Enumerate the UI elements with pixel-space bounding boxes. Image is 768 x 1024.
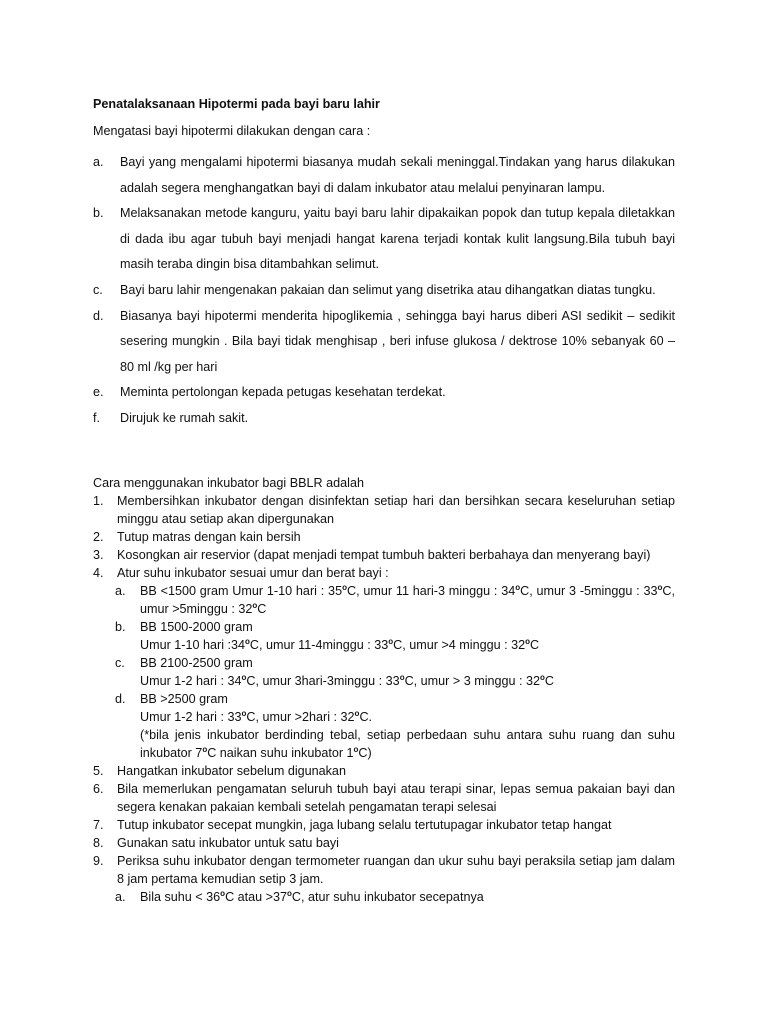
- sub-label: a.: [115, 890, 126, 904]
- sub-text: C.: [359, 710, 373, 724]
- step-4c: [93, 654, 675, 690]
- step-text: Tutup matras dengan kain bersih: [117, 530, 301, 544]
- degree-mark: o: [540, 673, 545, 682]
- sub-note: [140, 726, 675, 762]
- step-text: Bila memerlukan pengamatan seluruh tubuh bayi atau terapi sinar, lepas semua pakaian bayi dan segera kenakan pakaian kembali setelah pengamatan terapi selesai: [117, 782, 675, 814]
- item-text: Melaksanakan metode kanguru, yaitu bayi baru lahir dipakaikan popok dan tutup kepala diletakkan di dada ibu agar tubuh bayi menjadi hangat karena terjadi kontak kulit langsung.Bila tubuh bayi masih teraba dingin bisa ditambahkan selimut.: [120, 206, 675, 272]
- degree-mark: o: [353, 745, 359, 754]
- sub-temps: [140, 636, 675, 654]
- incubator-heading: Cara menggunakan inkubator bagi BBLR adalah: [93, 476, 364, 490]
- sub-weight: BB 1500-2000 gram: [140, 620, 253, 634]
- sub-text: C, atur suhu inkubator secepatnya: [291, 890, 484, 904]
- degree-mark: o: [657, 583, 663, 592]
- degree-mark: o: [252, 601, 258, 610]
- item-text: Biasanya bayi hipotermi menderita hipoglikemia , sehingga bayi harus diberi ASI sedikit – sedikit sesering mungkin . Bila bayi tidak menghisap , beri infuse glukosa / dektrose 10% sebanyak 60 – 80 ml /kg per hari: [120, 308, 675, 374]
- degree-mark: o: [241, 673, 247, 682]
- step-text: Periksa suhu inkubator dengan termometer ruangan dan ukur suhu bayi peraksila setiap jam dalam 8 jam pertama kemudian setip 3 jam.: [117, 854, 675, 886]
- sub-text: C, umur 11 hari-3 minggu : 34: [346, 584, 516, 598]
- note-text: C naikan suhu inkubator 1: [207, 746, 354, 760]
- sub-text: C: [544, 674, 555, 688]
- step-text: Tutup inkubator secepat mungkin, jaga lubang selalu tertutupagar inkubator tetap hangat: [117, 818, 612, 832]
- step-7: [93, 816, 675, 834]
- sub-label: a.: [115, 584, 126, 598]
- step-number: 3.: [93, 548, 104, 562]
- item-text: Dirujuk ke rumah sakit.: [120, 410, 249, 425]
- step-4d: [93, 690, 675, 762]
- sub-text: C, umur 11-4minggu : 33: [249, 638, 389, 652]
- step-text: Gunakan satu inkubator untuk satu bayi: [117, 836, 339, 850]
- step-number: 6.: [93, 782, 104, 796]
- degree-mark: o: [388, 637, 394, 646]
- treatment-item: [93, 201, 675, 278]
- sub-text: C, umur >4 minggu : 32: [393, 638, 526, 652]
- intro-text: Mengatasi bayi hipotermi dilakukan dengan cara :: [93, 124, 371, 138]
- item-text: Meminta pertolongan kepada petugas kesehatan terdekat.: [120, 385, 446, 400]
- degree-mark: o: [287, 889, 292, 898]
- note-text: C): [358, 746, 372, 760]
- treatment-item: [93, 380, 675, 406]
- step-4a: [93, 582, 675, 618]
- item-label: f.: [93, 410, 100, 425]
- sub-text: C atau >37: [225, 890, 288, 904]
- step-text: Atur suhu inkubator sesuai umur dan berat bayi :: [117, 566, 389, 580]
- sub-text: Umur 1-2 hari : 34: [140, 674, 242, 688]
- degree-mark: o: [342, 583, 347, 592]
- item-label: a.: [93, 155, 104, 169]
- step-text: Hangatkan inkubator sebelum digunakan: [117, 764, 346, 778]
- item-text: Bayi baru lahir mengenakan pakaian dan selimut yang disetrika atau dihangatkan diatas tungku.: [120, 282, 656, 297]
- document-title: Penatalaksanaan Hipotermi pada bayi baru lahir: [93, 97, 380, 111]
- step-8: [93, 834, 675, 852]
- step-number: 4.: [93, 566, 104, 580]
- note-text: (*bila jenis inkubator berdinding tebal, setiap perbedaan suhu antara suhu ruang dan suhu inkubator 7: [140, 728, 675, 760]
- sub-text: Bila suhu < 36: [140, 890, 221, 904]
- step-text: Membersihkan inkubator dengan disinfektan setiap hari dan bersihkan secara keseluruhan setiap minggu atau setiap akan dipergunakan: [117, 494, 675, 526]
- step-5: [93, 762, 675, 780]
- step-4: [93, 564, 675, 582]
- item-label: c.: [93, 282, 103, 297]
- incubator-section: [93, 474, 675, 906]
- sub-text: Umur 1-2 hari : 33: [140, 710, 242, 724]
- degree-mark: o: [220, 889, 226, 898]
- sub-text: C: [530, 638, 540, 652]
- degree-mark: o: [354, 709, 360, 718]
- step-9: [93, 852, 675, 888]
- step-number: 9.: [93, 854, 104, 868]
- sub-weight: BB >2500 gram: [140, 692, 228, 706]
- degree-mark: o: [515, 583, 521, 592]
- degree-mark: o: [399, 673, 405, 682]
- step-6: [93, 780, 675, 816]
- step-1: [93, 492, 675, 528]
- item-text: Bayi yang mengalami hipotermi biasanya mudah sekali meninggal.Tindakan yang harus dilakukan adalah segera menghangatkan bayi di dalam inkubator atau melalui penyinaran lampu.: [120, 155, 675, 195]
- degree-mark: o: [241, 709, 247, 718]
- degree-mark: o: [245, 637, 250, 646]
- sub-text: C, umur >5minggu : 32: [140, 584, 675, 616]
- sub-text: BB <1500 gram Umur 1-10 hari : 35: [140, 584, 343, 598]
- sub-temps: [140, 708, 675, 726]
- step-9a: [93, 888, 675, 906]
- degree-mark: o: [202, 745, 208, 754]
- sub-text: Umur 1-10 hari :34: [140, 638, 245, 652]
- step-number: 7.: [93, 818, 104, 832]
- sub-text: C, umur >2hari : 32: [246, 710, 355, 724]
- step-number: 8.: [93, 836, 104, 850]
- step-4b: [93, 618, 675, 654]
- treatment-item: [93, 150, 675, 201]
- step-number: 2.: [93, 530, 104, 544]
- step-2: [93, 528, 675, 546]
- sub-text: C, umur 3hari-3minggu : 33: [246, 674, 400, 688]
- sub-label: b.: [115, 620, 126, 634]
- treatment-item: [93, 278, 675, 304]
- treatment-list: [93, 150, 675, 432]
- step-number: 5.: [93, 764, 104, 778]
- sub-text: C, umur > 3 minggu : 32: [404, 674, 541, 688]
- treatment-item: [93, 406, 675, 432]
- sub-label: c.: [115, 656, 125, 670]
- item-label: b.: [93, 206, 104, 221]
- sub-temps: [140, 672, 675, 690]
- sub-label: d.: [115, 692, 126, 706]
- item-label: e.: [93, 385, 104, 400]
- sub-text: C, umur 3 -5minggu : 33: [520, 584, 658, 598]
- step-number: 1.: [93, 494, 104, 508]
- sub-weight: BB 2100-2500 gram: [140, 656, 253, 670]
- step-text: Kosongkan air reservior (dapat menjadi tempat tumbuh bakteri berbahaya dan menyerang bayi): [117, 548, 651, 562]
- sub-text: C: [257, 602, 267, 616]
- treatment-item: [93, 304, 675, 381]
- degree-mark: o: [525, 637, 530, 646]
- item-label: d.: [93, 308, 104, 323]
- step-3: [93, 546, 675, 564]
